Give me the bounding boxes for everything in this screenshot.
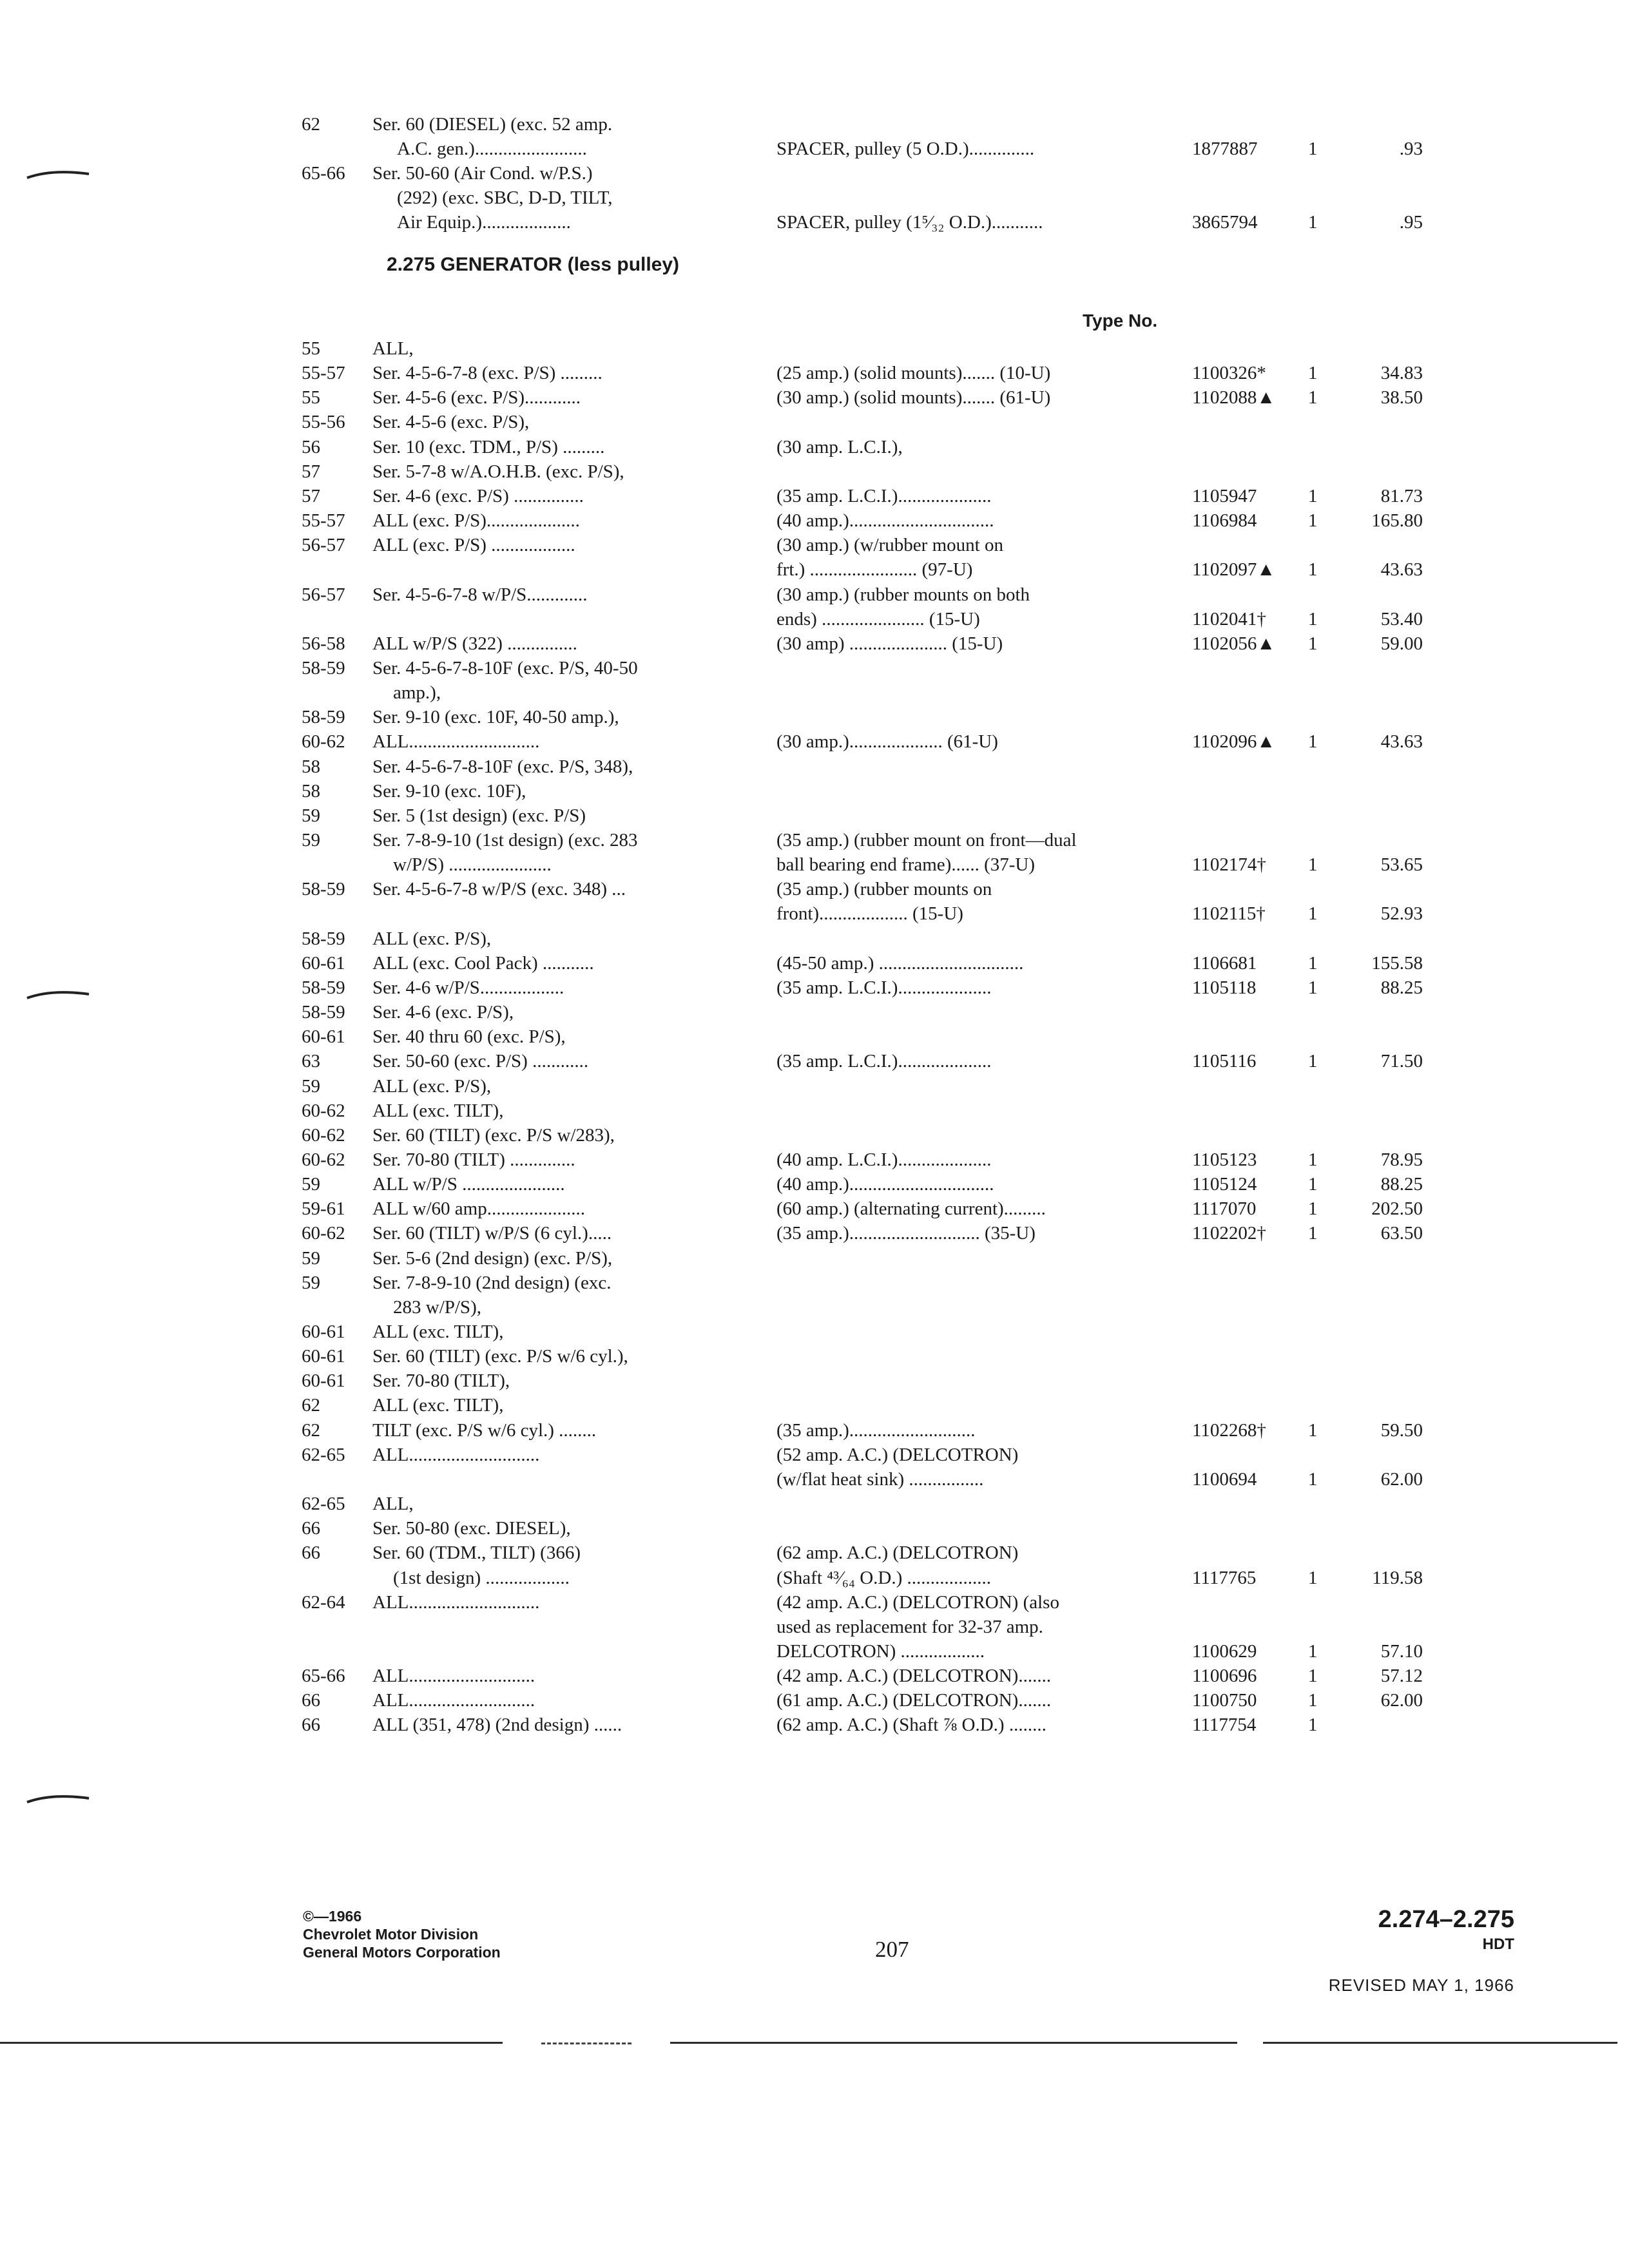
year-cell: 58-59: [302, 657, 345, 678]
description-cell: (35 amp. L.C.I.)....................: [776, 485, 992, 506]
model-cell: Ser. 60 (TILT) w/P/S (6 cyl.).....: [372, 1223, 612, 1244]
year-cell: 58-59: [302, 879, 345, 900]
description-cell: (30 amp.).................... (61-U): [776, 731, 998, 753]
year-cell: 60-61: [302, 1346, 345, 1367]
price-cell: 53.40: [1380, 608, 1423, 629]
table-row: [0, 1492, 1629, 1516]
table-row: [0, 1590, 1629, 1615]
year-cell: 62-65: [302, 1444, 345, 1465]
description-cell: (61 amp. A.C.) (DELCOTRON).......: [776, 1690, 1052, 1711]
year-cell: 58: [302, 780, 320, 802]
table-row: [0, 1344, 1629, 1369]
description-cell: (40 amp.)...............................: [776, 510, 994, 532]
price-cell: .95: [1399, 212, 1423, 233]
model-cell: ALL (exc. TILT),: [372, 1321, 504, 1342]
table-row: [0, 779, 1629, 803]
year-cell: 66: [302, 1715, 320, 1736]
year-cell: 58: [302, 756, 320, 777]
model-cell: Ser. 9-10 (exc. 10F, 40-50 amp.),: [372, 707, 619, 728]
part-number-cell: 1102174†: [1192, 854, 1266, 876]
model-cell: Ser. 4-5-6 (exc. P/S),: [372, 412, 530, 433]
quantity-cell: 1: [1308, 1715, 1318, 1736]
table-row: [0, 385, 1629, 410]
model-cell: Ser. 4-5-6-7-8-10F (exc. P/S, 40-50: [372, 657, 638, 678]
year-cell: 59: [302, 1174, 320, 1195]
part-number-cell: 1102088▲: [1192, 387, 1276, 408]
part-number-cell: 1102097▲: [1192, 559, 1276, 581]
quantity-cell: 1: [1308, 1468, 1318, 1490]
table-row: [0, 975, 1629, 1000]
price-cell: 71.50: [1380, 1051, 1423, 1072]
model-cell: Ser. 60 (TILT) (exc. P/S w/6 cyl.),: [372, 1346, 628, 1367]
part-number-cell: 1117765: [1192, 1567, 1257, 1588]
description-cell: (42 amp. A.C.) (DELCOTRON).......: [776, 1666, 1052, 1687]
price-cell: 52.93: [1380, 903, 1423, 925]
year-cell: 59-61: [302, 1198, 345, 1220]
model-cell: Ser. 50-60 (exc. P/S) ............: [372, 1051, 589, 1072]
model-cell: A.C. gen.)........................: [397, 139, 587, 159]
table-row: [0, 1172, 1629, 1196]
model-cell: Ser. 4-6 (exc. P/S) ...............: [372, 485, 584, 506]
table-row: [0, 1295, 1629, 1320]
description-cell: (35 amp.) (rubber mount on front—dual: [776, 830, 1077, 850]
table-row: [0, 1467, 1629, 1492]
quantity-cell: 1: [1308, 1690, 1318, 1711]
description-cell: (30 amp.) (solid mounts)....... (61-U): [776, 387, 1051, 408]
description-cell: SPACER, pulley (5 O.D.)..............: [776, 139, 1035, 159]
model-cell: Ser. 5-6 (2nd design) (exc. P/S),: [372, 1247, 613, 1269]
part-number-cell: 1105947: [1192, 485, 1257, 506]
model-cell: Ser. 4-5-6-7-8 (exc. P/S) .........: [372, 363, 602, 384]
model-cell: ALL (exc. P/S),: [372, 928, 492, 949]
quantity-cell: 1: [1308, 1567, 1318, 1588]
description-cell: (40 amp.)...............................: [776, 1174, 994, 1195]
table-row: [0, 210, 1629, 235]
quantity-cell: 1: [1308, 559, 1318, 581]
bottom-rule: [541, 2042, 631, 2044]
year-cell: 59: [302, 1272, 320, 1293]
table-row: [0, 852, 1629, 877]
description-cell: SPACER, pulley (1⁵⁄₃₂ O.D.)...........: [776, 212, 1043, 233]
model-cell: ALL............................: [372, 1591, 540, 1613]
description-cell: (w/flat heat sink) ................: [776, 1468, 984, 1490]
year-cell: 56: [302, 436, 320, 457]
quantity-cell: 1: [1308, 633, 1318, 654]
description-cell: (42 amp. A.C.) (DELCOTRON) (also: [776, 1591, 1059, 1613]
part-number-cell: 1117070: [1192, 1198, 1257, 1220]
page-number: 207: [875, 1937, 909, 1962]
part-number-cell: 1100629: [1192, 1640, 1257, 1662]
year-cell: 58-59: [302, 707, 345, 728]
price-cell: 43.63: [1380, 559, 1423, 581]
model-cell: amp.),: [393, 682, 441, 704]
model-cell: ALL w/60 amp.....................: [372, 1198, 585, 1220]
part-number-cell: 1102096▲: [1192, 731, 1276, 753]
table-row: [0, 459, 1629, 484]
description-cell: (30 amp.) (w/rubber mount on: [776, 535, 1003, 556]
part-number-cell: 1102115†: [1192, 903, 1266, 925]
price-cell: .93: [1399, 139, 1423, 159]
quantity-cell: 1: [1308, 1666, 1318, 1687]
description-cell: (35 amp.)...........................: [776, 1419, 976, 1441]
table-row: [0, 680, 1629, 705]
model-cell: ALL...........................: [372, 1690, 535, 1711]
model-cell: Ser. 4-5-6-7-8-10F (exc. P/S, 348),: [372, 756, 633, 777]
part-number-cell: 1102268†: [1192, 1419, 1266, 1441]
model-cell: Ser. 5 (1st design) (exc. P/S): [372, 805, 586, 826]
section-title: 2.275 GENERATOR (less pulley): [387, 254, 680, 275]
table-row: [0, 1418, 1629, 1443]
model-cell: Ser. 4-6 w/P/S..................: [372, 977, 564, 998]
table-row: [0, 1074, 1629, 1099]
table-row: [0, 901, 1629, 926]
table-row: [0, 1688, 1629, 1713]
table-row: [0, 557, 1629, 582]
price-cell: 63.50: [1380, 1223, 1423, 1244]
model-cell: Ser. 7-8-9-10 (1st design) (exc. 283: [372, 830, 638, 850]
part-number-cell: 1100326*: [1192, 363, 1266, 384]
table-row: [0, 927, 1629, 951]
year-cell: 66: [302, 1542, 320, 1564]
year-cell: 65-66: [302, 163, 345, 184]
quantity-cell: 1: [1308, 510, 1318, 532]
part-number-cell: 1102202†: [1192, 1223, 1266, 1244]
section-range: 2.274–2.275: [1378, 1906, 1514, 1933]
quantity-cell: 1: [1308, 608, 1318, 629]
table-row: [0, 582, 1629, 607]
description-cell: (35 amp.) (rubber mounts on: [776, 879, 992, 900]
part-number-cell: 1100694: [1192, 1468, 1257, 1490]
part-number-cell: 1102041†: [1192, 608, 1266, 629]
quantity-cell: 1: [1308, 387, 1318, 408]
part-number-cell: 1117754: [1192, 1715, 1257, 1736]
description-cell: (45-50 amp.) ...............................: [776, 952, 1024, 974]
year-cell: 65-66: [302, 1666, 345, 1687]
table-row: [0, 1196, 1629, 1221]
model-cell: ALL (exc. P/S) ..................: [372, 535, 575, 556]
year-cell: 55: [302, 387, 320, 408]
model-cell: ALL w/P/S (322) ...............: [372, 633, 577, 654]
model-cell: (1st design) ..................: [393, 1567, 570, 1588]
quantity-cell: 1: [1308, 1198, 1318, 1220]
description-cell: (62 amp. A.C.) (DELCOTRON): [776, 1542, 1019, 1564]
description-cell: (35 amp. L.C.I.)....................: [776, 1051, 992, 1072]
corporation-name: General Motors Corporation: [303, 1944, 501, 1961]
quantity-cell: 1: [1308, 977, 1318, 998]
part-number-cell: 1102056▲: [1192, 633, 1276, 654]
quantity-cell: 1: [1308, 1051, 1318, 1072]
table-row: [0, 1541, 1629, 1565]
quantity-cell: 1: [1308, 139, 1318, 159]
year-cell: 60-62: [302, 1124, 345, 1146]
model-cell: Ser. 50-80 (exc. DIESEL),: [372, 1518, 571, 1539]
description-cell: (52 amp. A.C.) (DELCOTRON): [776, 1444, 1019, 1465]
quantity-cell: 1: [1308, 212, 1318, 233]
model-cell: (292) (exc. SBC, D-D, TILT,: [397, 187, 613, 208]
part-number-cell: 1105118: [1192, 977, 1257, 998]
part-number-cell: 1100750: [1192, 1690, 1257, 1711]
part-number-cell: 1100696: [1192, 1666, 1257, 1687]
description-cell: (25 amp.) (solid mounts)....... (10-U): [776, 363, 1051, 384]
table-row: [0, 828, 1629, 852]
model-cell: Ser. 4-6 (exc. P/S),: [372, 1002, 514, 1023]
year-cell: 57: [302, 485, 320, 506]
model-cell: ALL w/P/S ......................: [372, 1174, 565, 1195]
price-cell: 119.58: [1372, 1567, 1423, 1588]
table-row: [0, 361, 1629, 385]
type-no-header: Type No.: [1083, 311, 1158, 331]
quantity-cell: 1: [1308, 1419, 1318, 1441]
table-row: [0, 877, 1629, 901]
price-cell: 81.73: [1380, 485, 1423, 506]
quantity-cell: 1: [1308, 363, 1318, 384]
model-cell: ALL............................: [372, 731, 540, 753]
table-row: [0, 410, 1629, 434]
description-cell: (35 amp.)............................ (35-U): [776, 1223, 1036, 1244]
price-cell: 59.00: [1380, 633, 1423, 654]
price-cell: 202.50: [1371, 1198, 1423, 1220]
year-cell: 55-56: [302, 412, 345, 433]
table-row: [0, 729, 1629, 754]
model-cell: ALL (exc. TILT),: [372, 1395, 504, 1416]
part-number-cell: 3865794: [1192, 212, 1258, 233]
quantity-cell: 1: [1308, 952, 1318, 974]
table-row: [0, 656, 1629, 680]
year-cell: 56-58: [302, 633, 345, 654]
model-cell: ALL,: [372, 338, 414, 359]
year-cell: 56-57: [302, 535, 345, 556]
binder-mark: [26, 1793, 90, 1803]
year-cell: 60-62: [302, 731, 345, 753]
model-cell: ALL (exc. TILT),: [372, 1100, 504, 1121]
table-row: [0, 1713, 1629, 1737]
table-row: [0, 803, 1629, 828]
price-cell: 34.83: [1380, 363, 1423, 384]
division-name: Chevrolet Motor Division: [303, 1926, 479, 1943]
year-cell: 58-59: [302, 1002, 345, 1023]
description-cell: (60 amp.) (alternating current).........: [776, 1198, 1046, 1220]
year-cell: 55-57: [302, 510, 345, 532]
model-cell: Ser. 50-60 (Air Cond. w/P.S.): [372, 163, 593, 184]
table-row: [0, 607, 1629, 631]
year-cell: 60-61: [302, 1370, 345, 1392]
table-row: [0, 1221, 1629, 1245]
quantity-cell: 1: [1308, 1223, 1318, 1244]
description-cell: ends) ...................... (15-U): [776, 608, 980, 629]
year-cell: 57: [302, 461, 320, 482]
description-cell: used as replacement for 32-37 amp.: [776, 1616, 1043, 1637]
description-cell: frt.) ....................... (97-U): [776, 559, 973, 581]
model-cell: ALL (exc. Cool Pack) ...........: [372, 952, 594, 974]
table-row: [0, 1443, 1629, 1467]
model-cell: Ser. 4-5-6-7-8 w/P/S.............: [372, 584, 588, 605]
description-cell: (62 amp. A.C.) (Shaft ⅞ O.D.) ........: [776, 1715, 1046, 1736]
model-cell: Ser. 7-8-9-10 (2nd design) (exc.: [372, 1272, 612, 1293]
table-row: [0, 1271, 1629, 1295]
model-cell: Ser. 4-5-6 (exc. P/S)............: [372, 387, 581, 408]
table-row: [0, 1566, 1629, 1590]
section-code: HDT: [1482, 1936, 1514, 1953]
model-cell: Ser. 4-5-6-7-8 w/P/S (exc. 348) ...: [372, 879, 626, 900]
description-cell: (Shaft ⁴³⁄₆₄ O.D.) ..................: [776, 1567, 992, 1588]
table-row: [0, 186, 1629, 210]
model-cell: Ser. 70-80 (TILT),: [372, 1370, 510, 1392]
copyright: ©—1966: [303, 1908, 362, 1925]
model-cell: Ser. 60 (TILT) (exc. P/S w/283),: [372, 1124, 615, 1146]
model-cell: Ser. 9-10 (exc. 10F),: [372, 780, 526, 802]
quantity-cell: 1: [1308, 1640, 1318, 1662]
price-cell: 57.10: [1380, 1640, 1423, 1662]
model-cell: TILT (exc. P/S w/6 cyl.) ........: [372, 1419, 597, 1441]
description-cell: (40 amp. L.C.I.)....................: [776, 1149, 992, 1170]
year-cell: 59: [302, 1075, 320, 1097]
description-cell: DELCOTRON) ..................: [776, 1640, 985, 1662]
year-cell: 63: [302, 1051, 320, 1072]
model-cell: ALL (351, 478) (2nd design) ......: [372, 1715, 622, 1736]
model-cell: Ser. 60 (TDM., TILT) (366): [372, 1542, 581, 1564]
table-row: [0, 1099, 1629, 1123]
price-cell: 165.80: [1371, 510, 1423, 532]
description-cell: (30 amp.) (rubber mounts on both: [776, 584, 1030, 605]
year-cell: 60-61: [302, 1026, 345, 1048]
table-row: [0, 137, 1629, 161]
bottom-rule: [1263, 2042, 1617, 2044]
model-cell: Air Equip.)...................: [397, 212, 571, 233]
year-cell: 55: [302, 338, 320, 359]
price-cell: 38.50: [1380, 387, 1423, 408]
part-number-cell: 1877887: [1192, 139, 1258, 159]
year-cell: 58-59: [302, 977, 345, 998]
table-row: [0, 161, 1629, 186]
quantity-cell: 1: [1308, 903, 1318, 925]
table-row: [0, 1049, 1629, 1073]
table-row: [0, 533, 1629, 557]
year-cell: 62-65: [302, 1494, 345, 1515]
bottom-rule: [0, 2042, 503, 2044]
price-cell: 62.00: [1380, 1468, 1423, 1490]
year-cell: 59: [302, 805, 320, 826]
table-row: [0, 631, 1629, 656]
table-row: [0, 705, 1629, 729]
part-number-cell: 1105124: [1192, 1174, 1257, 1195]
year-cell: 60-62: [302, 1100, 345, 1121]
part-number-cell: 1106681: [1192, 952, 1257, 974]
year-cell: 60-62: [302, 1149, 345, 1170]
table-row: [0, 1516, 1629, 1541]
footer-publisher: [303, 1907, 501, 1961]
description-cell: (30 amp. L.C.I.),: [776, 436, 903, 457]
model-cell: ALL (exc. P/S),: [372, 1075, 492, 1097]
year-cell: 60-61: [302, 952, 345, 974]
table-row: [0, 1664, 1629, 1688]
table-row: [0, 754, 1629, 779]
price-cell: 78.95: [1380, 1149, 1423, 1170]
price-cell: 57.12: [1380, 1666, 1423, 1687]
table-row: [0, 112, 1629, 137]
quantity-cell: 1: [1308, 485, 1318, 506]
table-row: [0, 336, 1629, 361]
table-row: [0, 484, 1629, 508]
model-cell: ALL............................: [372, 1444, 540, 1465]
year-cell: 59: [302, 830, 320, 850]
year-cell: 59: [302, 1247, 320, 1269]
table-row: [0, 1148, 1629, 1172]
year-cell: 62-64: [302, 1591, 345, 1613]
table-row: [0, 1320, 1629, 1344]
part-number-cell: 1105123: [1192, 1149, 1257, 1170]
year-cell: 62: [302, 1395, 320, 1416]
price-cell: 88.25: [1380, 977, 1423, 998]
table-row: [0, 1024, 1629, 1049]
year-cell: 60-61: [302, 1321, 345, 1342]
table-row: [0, 1123, 1629, 1148]
table-row: [0, 1393, 1629, 1418]
revised-date: REVISED MAY 1, 1966: [1328, 1975, 1514, 1995]
table-row: [0, 435, 1629, 459]
year-cell: 66: [302, 1518, 320, 1539]
table-row: [0, 508, 1629, 533]
year-cell: 55-57: [302, 363, 345, 384]
table-row: [0, 951, 1629, 975]
price-cell: 43.63: [1380, 731, 1423, 753]
model-cell: Ser. 5-7-8 w/A.O.H.B. (exc. P/S),: [372, 461, 624, 482]
quantity-cell: 1: [1308, 1174, 1318, 1195]
year-cell: 62: [302, 114, 320, 135]
price-cell: 53.65: [1380, 854, 1423, 876]
table-row: [0, 1639, 1629, 1664]
table-row: [0, 1000, 1629, 1024]
model-cell: ALL (exc. P/S)....................: [372, 510, 580, 532]
description-cell: ball bearing end frame)...... (37-U): [776, 854, 1036, 876]
model-cell: Ser. 70-80 (TILT) ..............: [372, 1149, 575, 1170]
model-cell: 283 w/P/S),: [393, 1296, 481, 1318]
table-row: [0, 1369, 1629, 1393]
year-cell: 60-62: [302, 1223, 345, 1244]
year-cell: 58-59: [302, 928, 345, 949]
quantity-cell: 1: [1308, 1149, 1318, 1170]
model-cell: Ser. 10 (exc. TDM., P/S) .........: [372, 436, 605, 457]
price-cell: 59.50: [1380, 1419, 1423, 1441]
part-number-cell: 1106984: [1192, 510, 1257, 532]
model-cell: w/P/S) ......................: [393, 854, 552, 876]
description-cell: front)................... (15-U): [776, 903, 963, 925]
year-cell: 66: [302, 1690, 320, 1711]
model-cell: ALL...........................: [372, 1666, 535, 1687]
model-cell: ALL,: [372, 1494, 414, 1515]
description-cell: (30 amp) ..................... (15-U): [776, 633, 1003, 654]
model-cell: Ser. 60 (DIESEL) (exc. 52 amp.: [372, 114, 613, 135]
bottom-rule: [670, 2042, 1237, 2044]
price-cell: 88.25: [1380, 1174, 1423, 1195]
quantity-cell: 1: [1308, 854, 1318, 876]
year-cell: 62: [302, 1419, 320, 1441]
year-cell: 56-57: [302, 584, 345, 605]
table-row: [0, 1246, 1629, 1271]
quantity-cell: 1: [1308, 731, 1318, 753]
price-cell: 62.00: [1380, 1690, 1423, 1711]
table-row: [0, 1615, 1629, 1639]
part-number-cell: 1105116: [1192, 1051, 1257, 1072]
price-cell: 155.58: [1371, 952, 1423, 974]
model-cell: Ser. 40 thru 60 (exc. P/S),: [372, 1026, 566, 1048]
description-cell: (35 amp. L.C.I.)....................: [776, 977, 992, 998]
